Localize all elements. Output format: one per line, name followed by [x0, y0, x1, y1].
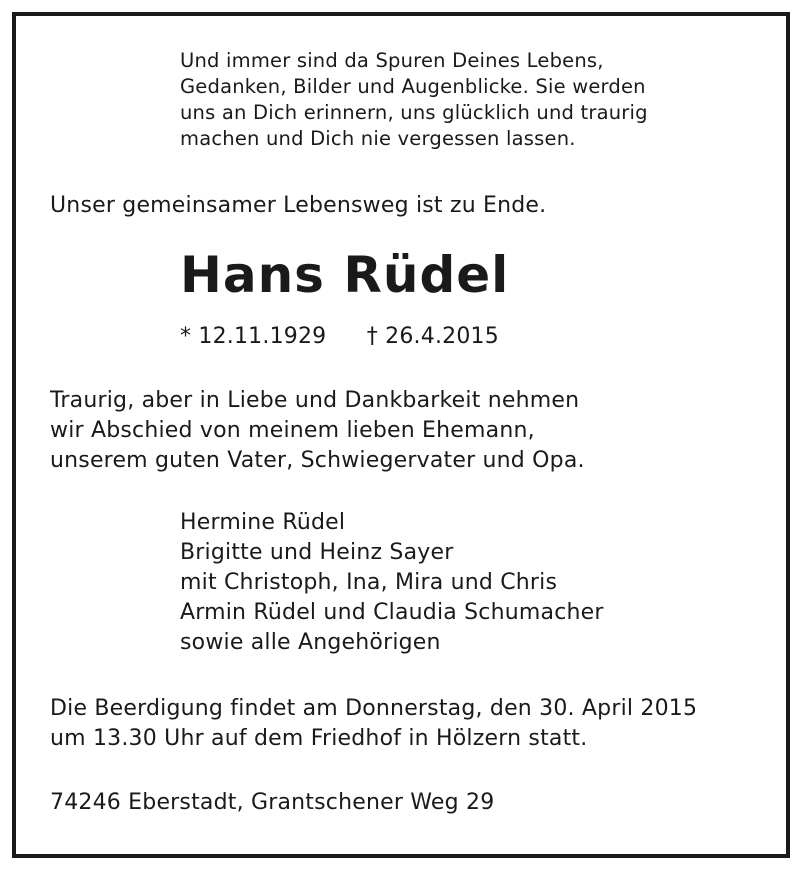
mourner-line: Hermine Rüdel: [180, 510, 346, 535]
deceased-name: Hans Rüdel: [180, 246, 510, 304]
funeral-line: um 13.30 Uhr auf dem Friedhof in Hölzern statt.: [50, 726, 588, 751]
address-text: 74246 Eberstadt, Grantschener Weg 29: [50, 790, 495, 815]
farewell-line: Traurig, aber in Liebe und Dankbarkeit nehmen: [50, 388, 580, 413]
funeral-line: Die Beerdigung findet am Donnerstag, den 30. April 2015: [50, 696, 698, 721]
mourner-line: Armin Rüdel und Claudia Schumacher: [180, 600, 604, 625]
farewell-line: unserem guten Vater, Schwiegervater und Opa.: [50, 448, 585, 473]
motto-line: machen und Dich nie vergessen lassen.: [180, 127, 576, 150]
mourner-line: sowie alle Angehörigen: [180, 630, 441, 655]
intro-text: Unser gemeinsamer Lebensweg ist zu Ende.: [50, 193, 547, 218]
motto-line: uns an Dich erinnern, uns glücklich und traurig: [180, 101, 648, 124]
motto-line: Gedanken, Bilder und Augenblicke. Sie werden: [180, 75, 646, 98]
death-date: † 26.4.2015: [366, 324, 499, 349]
birth-date: * 12.11.1929: [180, 324, 327, 349]
motto-line: Und immer sind da Spuren Deines Lebens,: [180, 49, 604, 72]
mourner-line: Brigitte und Heinz Sayer: [180, 540, 454, 565]
mourner-line: mit Christoph, Ina, Mira und Chris: [180, 570, 558, 595]
farewell-line: wir Abschied von meinem lieben Ehemann,: [50, 418, 535, 443]
life-dates: [180, 322, 499, 352]
